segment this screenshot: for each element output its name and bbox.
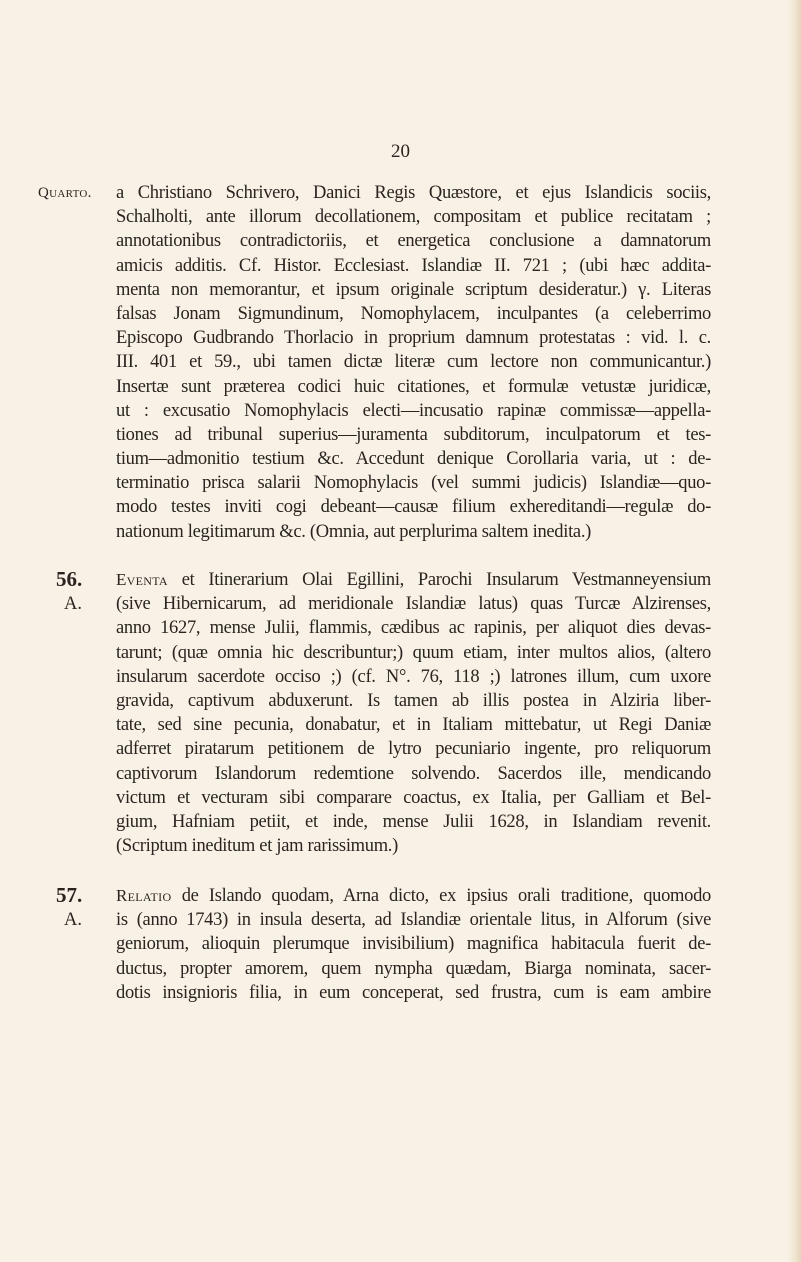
text-line: ductus, propter amorem, quem nympha quædam, Biarga nominata, sacer- [116, 958, 711, 979]
text-line: geniorum, alioquin plerumque invisibilium) magnifica habitacula fuerit de- [116, 934, 711, 955]
text-line: amicis additis. Cf. Histor. Ecclesiast. Islandiæ II. 721 ; (ubi hæc addita- [116, 255, 711, 276]
page-gutter-edge [787, 0, 801, 1262]
text-line: gium, Hafniam petiit, et inde, mense Julii 1628, in Islandiam revenit. [116, 811, 711, 832]
entry-number-56: 56. [56, 567, 83, 591]
text-line: victum et vecturam sibi comparare coactus, ex Italia, per Galliam et Bel- [116, 787, 711, 808]
text-line: (sive Hibernicarum, ad meridionale Islandiæ latus) quas Turcæ Alzirenses, [116, 594, 711, 615]
text-line: captivorum Islandorum redemtione solvendo. Sacerdos ille, mendicando [116, 763, 711, 784]
text-line: nationum legitimarum &c. (Omnia, aut perplurima saltem inedita.) [116, 521, 592, 542]
page-number: 20 [391, 141, 410, 162]
text-line: insularum sacerdote occiso ;) (cf. N°. 76, 118 ;) latrones illum, cum uxore [116, 666, 711, 687]
margin-label-quarto: Quarto. [38, 185, 92, 201]
text-line: a Christiano Schrivero, Danici Regis Quæstore, et ejus Islandicis sociis, [116, 183, 711, 203]
text-line: Eventa et Itinerarium Olai Egillini, Parochi Insularum Vestmanneyensium [116, 570, 711, 590]
text-line: Schalholti, ante illorum decollationem, compositam et publice recitatam ; [116, 207, 711, 228]
text-line: annotationibus contradictoriis, et energetica conclusione a damnatorum [116, 231, 711, 252]
text-line: Insertæ sunt præterea codici huic citationes, et formulæ vetustæ juridicæ, [116, 376, 711, 397]
entry-57-description [116, 884, 711, 1005]
text-line: falsas Jonam Sigmundinum, Nomophylacem, inculpantes (a celeberrimo [116, 303, 711, 324]
text-line: ut : excusatio Nomophylacis electi—incusatio rapinæ commissæ—appella- [116, 400, 711, 421]
text-line: gravida, captivum abduxerunt. Is tamen ab illis postea in Alziria liber- [116, 690, 711, 711]
text-line: tarunt; (quæ omnia hic describuntur;) quum etiam, inter multos alios, (altero [116, 642, 711, 663]
text-line: modo testes inviti cogi debeant—causæ filium exhereditandi—regulæ do- [116, 497, 711, 518]
entry-quarto-description [116, 181, 711, 544]
text-line: Episcopo Gudbrando Thorlacio in proprium damnum protestatas : vid. l. c. [116, 328, 711, 349]
text-line: tate, sed sine pecunia, donabatur, et in Italiam mittebatur, ut Regi Daniæ [116, 715, 711, 736]
entry-lead-word: Eventa [116, 570, 168, 589]
text-line: terminatio prisca salarii Nomophylacis (vel summi judicis) Islandiæ—quo- [116, 473, 711, 494]
entry-56-description [116, 568, 711, 858]
text-line: dotis insignioris filia, in eum conceperat, sed frustra, cum is eam ambire [116, 982, 711, 1003]
text-line: III. 401 et 59., ubi tamen dictæ literæ cum lectore non communicantur.) [116, 352, 711, 373]
text-line: adferret piratarum petitionem de lytro pecuniario ingente, pro reliquorum [116, 739, 711, 760]
entry-class-56: A. [64, 594, 82, 614]
text-line: (Scriptum ineditum et jam rarissimum.) [116, 836, 398, 857]
entry-number-57: 57. [56, 883, 83, 907]
entry-lead-word: Relatio [116, 886, 172, 905]
text-line: is (anno 1743) in insula deserta, ad Islandiæ orientale litus, in Alforum (sive [116, 910, 711, 931]
text-line: menta non memorantur, et ipsum originale scriptum desideratur.) γ. Literas [116, 279, 711, 300]
text-line: Relatio de Islando quodam, Arna dicto, ex ipsius orali traditione, quomodo [116, 886, 711, 906]
text-line: tium—admonitio testium &c. Accedunt denique Corollaria varia, ut : de- [116, 449, 711, 470]
text-line: anno 1627, mense Julii, flammis, cædibus ac rapinis, per aliquot dies devas- [116, 618, 711, 639]
text-line: tiones ad tribunal superius—juramenta subditorum, inculpatorum et tes- [116, 424, 711, 445]
entry-class-57: A. [64, 910, 82, 930]
